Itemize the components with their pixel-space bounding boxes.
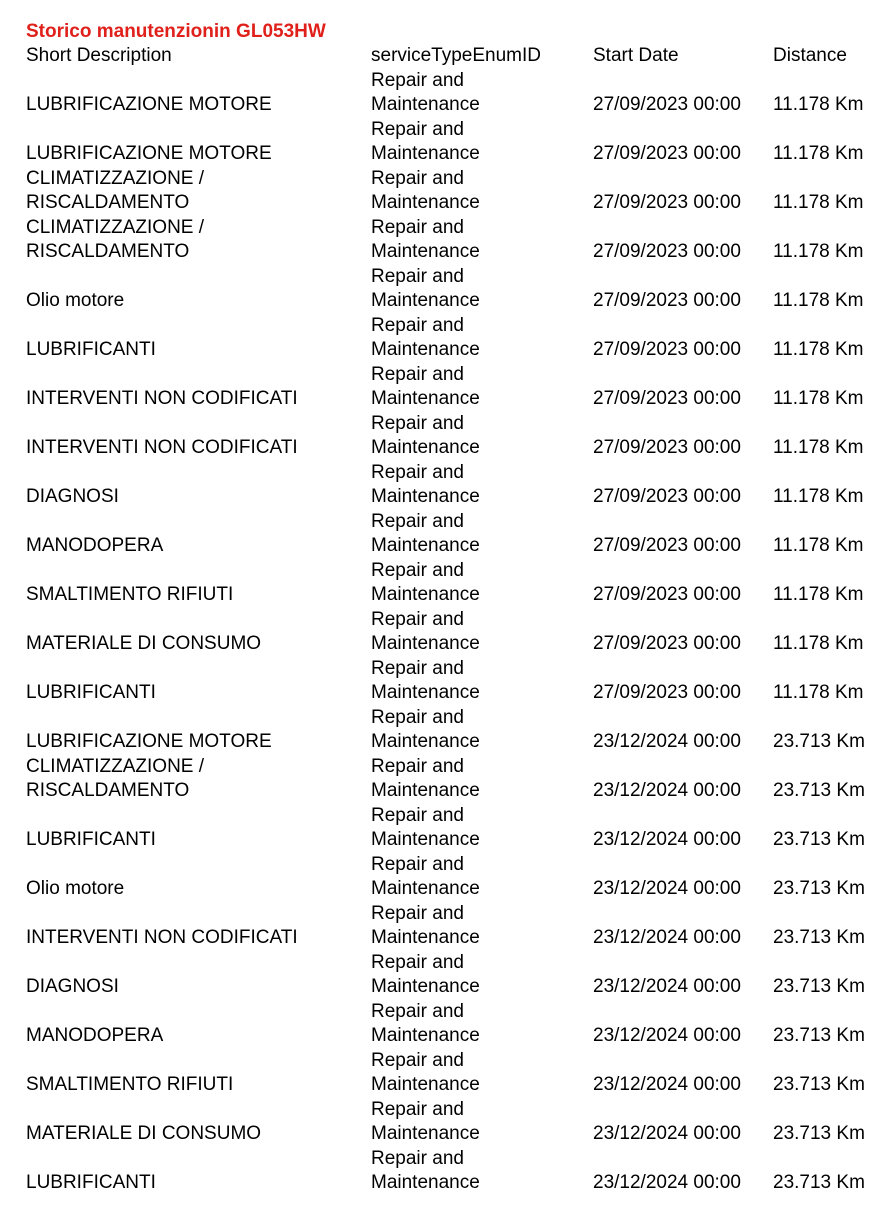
cell-start-date [593, 804, 773, 853]
cell-distance [773, 902, 876, 951]
cell-service-type-line: Maintenance [371, 535, 480, 556]
cell-service-type-line: Maintenance [371, 437, 480, 458]
cell-service-type [371, 1098, 593, 1147]
table-row [26, 1098, 876, 1147]
cell-short-description [26, 1098, 371, 1147]
cell-distance-line: 11.178 Km [773, 682, 864, 703]
cell-distance-line: 23.713 Km [773, 1123, 865, 1144]
cell-service-type [371, 461, 593, 510]
cell-short-description-line: CLIMATIZZAZIONE / [26, 755, 205, 777]
cell-start-date-line: 27/09/2023 00:00 [593, 486, 741, 507]
cell-distance [773, 69, 876, 118]
cell-short-description-line: CLIMATIZZAZIONE / [26, 216, 205, 238]
cell-start-date [593, 657, 773, 706]
cell-distance [773, 412, 876, 461]
cell-service-type-line: Repair and [371, 1147, 464, 1169]
cell-distance [773, 608, 876, 657]
cell-start-date-line: 27/09/2023 00:00 [593, 94, 741, 115]
cell-start-date [593, 216, 773, 265]
cell-distance [773, 216, 876, 265]
cell-start-date-line: 27/09/2023 00:00 [593, 388, 741, 409]
table-row [26, 902, 876, 951]
table-row [26, 657, 876, 706]
cell-service-type [371, 1000, 593, 1049]
cell-short-description-line: LUBRIFICAZIONE MOTORE [26, 731, 272, 752]
header-start-date: Start Date [593, 45, 679, 66]
cell-start-date [593, 363, 773, 412]
cell-start-date-line: 27/09/2023 00:00 [593, 584, 741, 605]
cell-service-type-line: Maintenance [371, 878, 480, 899]
cell-start-date [593, 314, 773, 363]
cell-distance-line: 11.178 Km [773, 192, 864, 213]
cell-service-type [371, 657, 593, 706]
header-distance: Distance [773, 45, 847, 66]
cell-start-date [593, 118, 773, 167]
cell-short-description [26, 1049, 371, 1098]
cell-service-type [371, 804, 593, 853]
cell-service-type [371, 314, 593, 363]
cell-start-date-line: 27/09/2023 00:00 [593, 339, 741, 360]
cell-short-description-line: MANODOPERA [26, 535, 164, 556]
cell-short-description [26, 608, 371, 657]
cell-distance-line: 23.713 Km [773, 927, 865, 948]
table-row [26, 1000, 876, 1049]
table-row [26, 706, 876, 755]
cell-short-description-line: RISCALDAMENTO [26, 192, 190, 213]
cell-distance [773, 461, 876, 510]
cell-short-description-line: CLIMATIZZAZIONE / [26, 167, 205, 189]
cell-start-date [593, 1098, 773, 1147]
cell-service-type-line: Repair and [371, 755, 464, 777]
cell-short-description [26, 314, 371, 363]
cell-start-date-line: 23/12/2024 00:00 [593, 1074, 741, 1095]
table-row [26, 755, 876, 804]
cell-short-description [26, 559, 371, 608]
header-short-description: Short Description [26, 45, 172, 66]
cell-short-description-line: LUBRIFICAZIONE MOTORE [26, 143, 272, 164]
table-row [26, 559, 876, 608]
cell-short-description [26, 461, 371, 510]
maintenance-report [26, 20, 876, 1196]
cell-start-date-line: 27/09/2023 00:00 [593, 143, 741, 164]
cell-short-description-line: LUBRIFICANTI [26, 682, 156, 703]
cell-short-description-line: LUBRIFICAZIONE MOTORE [26, 94, 272, 115]
cell-short-description [26, 167, 371, 216]
cell-service-type [371, 216, 593, 265]
cell-distance-line: 23.713 Km [773, 878, 865, 899]
cell-start-date [593, 412, 773, 461]
cell-service-type-line: Maintenance [371, 241, 480, 262]
cell-start-date [593, 853, 773, 902]
cell-service-type-line: Maintenance [371, 1074, 480, 1095]
cell-distance-line: 11.178 Km [773, 388, 864, 409]
cell-service-type-line: Repair and [371, 1049, 464, 1071]
cell-start-date [593, 706, 773, 755]
table-header [26, 44, 876, 69]
cell-start-date [593, 1049, 773, 1098]
cell-service-type [371, 1049, 593, 1098]
table-body [26, 69, 876, 1196]
cell-start-date-line: 27/09/2023 00:00 [593, 437, 741, 458]
cell-service-type-line: Maintenance [371, 1123, 480, 1144]
cell-service-type [371, 608, 593, 657]
cell-distance-line: 23.713 Km [773, 731, 865, 752]
cell-start-date [593, 608, 773, 657]
cell-service-type [371, 1147, 593, 1196]
cell-start-date-line: 23/12/2024 00:00 [593, 1172, 741, 1193]
cell-short-description-line: LUBRIFICANTI [26, 339, 156, 360]
cell-short-description [26, 853, 371, 902]
cell-service-type-line: Repair and [371, 853, 464, 875]
cell-short-description-line: LUBRIFICANTI [26, 829, 156, 850]
cell-distance-line: 23.713 Km [773, 976, 865, 997]
cell-short-description [26, 265, 371, 314]
table-row [26, 314, 876, 363]
cell-start-date-line: 27/09/2023 00:00 [593, 535, 741, 556]
cell-start-date-line: 27/09/2023 00:00 [593, 290, 741, 311]
cell-start-date [593, 1000, 773, 1049]
cell-short-description-line: DIAGNOSI [26, 486, 119, 507]
cell-start-date-line: 23/12/2024 00:00 [593, 927, 741, 948]
table-row [26, 412, 876, 461]
cell-service-type [371, 902, 593, 951]
cell-distance [773, 755, 876, 804]
table-row [26, 608, 876, 657]
cell-short-description [26, 902, 371, 951]
cell-service-type-line: Maintenance [371, 192, 480, 213]
cell-service-type-line: Repair and [371, 608, 464, 630]
cell-start-date-line: 27/09/2023 00:00 [593, 633, 741, 654]
cell-service-type-line: Repair and [371, 265, 464, 287]
cell-service-type [371, 853, 593, 902]
cell-distance [773, 510, 876, 559]
cell-distance-line: 11.178 Km [773, 241, 864, 262]
table-row [26, 1147, 876, 1196]
cell-start-date [593, 559, 773, 608]
cell-start-date-line: 27/09/2023 00:00 [593, 192, 741, 213]
table-row [26, 363, 876, 412]
cell-service-type-line: Maintenance [371, 927, 480, 948]
cell-distance [773, 1049, 876, 1098]
cell-service-type-line: Maintenance [371, 682, 480, 703]
cell-distance-line: 23.713 Km [773, 1025, 865, 1046]
cell-distance-line: 11.178 Km [773, 535, 864, 556]
cell-service-type-line: Repair and [371, 1000, 464, 1022]
cell-distance-line: 11.178 Km [773, 94, 864, 115]
cell-service-type-line: Maintenance [371, 780, 480, 801]
cell-distance [773, 167, 876, 216]
cell-short-description-line: INTERVENTI NON CODIFICATI [26, 437, 298, 458]
cell-start-date [593, 1147, 773, 1196]
cell-service-type-line: Repair and [371, 657, 464, 679]
cell-service-type [371, 118, 593, 167]
cell-service-type-line: Maintenance [371, 1172, 480, 1193]
cell-service-type-line: Repair and [371, 216, 464, 238]
table-row [26, 510, 876, 559]
cell-service-type [371, 69, 593, 118]
cell-service-type [371, 706, 593, 755]
cell-start-date-line: 23/12/2024 00:00 [593, 1123, 741, 1144]
cell-short-description-line: LUBRIFICANTI [26, 1172, 156, 1193]
cell-service-type [371, 510, 593, 559]
cell-service-type-line: Maintenance [371, 486, 480, 507]
cell-short-description-line: MANODOPERA [26, 1025, 164, 1046]
cell-start-date-line: 23/12/2024 00:00 [593, 878, 741, 899]
cell-service-type-line: Repair and [371, 951, 464, 973]
cell-service-type-line: Repair and [371, 69, 464, 91]
cell-start-date-line: 23/12/2024 00:00 [593, 829, 741, 850]
cell-short-description [26, 951, 371, 1000]
cell-start-date-line: 27/09/2023 00:00 [593, 682, 741, 703]
cell-service-type [371, 265, 593, 314]
cell-short-description-line: SMALTIMENTO RIFIUTI [26, 584, 234, 605]
table-row [26, 118, 876, 167]
cell-service-type-line: Maintenance [371, 290, 480, 311]
cell-service-type-line: Repair and [371, 1098, 464, 1120]
cell-short-description-line: INTERVENTI NON CODIFICATI [26, 388, 298, 409]
cell-distance [773, 314, 876, 363]
cell-short-description-line: DIAGNOSI [26, 976, 119, 997]
cell-short-description-line: RISCALDAMENTO [26, 780, 190, 801]
cell-service-type [371, 363, 593, 412]
cell-short-description [26, 1000, 371, 1049]
cell-distance [773, 1000, 876, 1049]
cell-service-type-line: Maintenance [371, 94, 480, 115]
cell-distance-line: 11.178 Km [773, 584, 864, 605]
cell-service-type [371, 167, 593, 216]
cell-service-type-line: Maintenance [371, 731, 480, 752]
cell-short-description [26, 363, 371, 412]
cell-distance [773, 118, 876, 167]
table-row [26, 804, 876, 853]
cell-service-type-line: Repair and [371, 559, 464, 581]
cell-service-type-line: Maintenance [371, 829, 480, 850]
cell-distance [773, 265, 876, 314]
cell-short-description-line: SMALTIMENTO RIFIUTI [26, 1074, 234, 1095]
cell-distance [773, 559, 876, 608]
table-row [26, 461, 876, 510]
cell-short-description-line: Olio motore [26, 290, 125, 311]
cell-start-date-line: 23/12/2024 00:00 [593, 1025, 741, 1046]
cell-short-description-line: INTERVENTI NON CODIFICATI [26, 927, 298, 948]
table-row [26, 1049, 876, 1098]
cell-short-description [26, 1147, 371, 1196]
cell-service-type [371, 755, 593, 804]
cell-start-date-line: 23/12/2024 00:00 [593, 780, 741, 801]
cell-distance [773, 1098, 876, 1147]
cell-distance [773, 951, 876, 1000]
cell-short-description [26, 706, 371, 755]
cell-service-type [371, 559, 593, 608]
cell-short-description [26, 804, 371, 853]
table-row [26, 167, 876, 216]
cell-service-type-line: Maintenance [371, 1025, 480, 1046]
cell-short-description [26, 657, 371, 706]
cell-service-type-line: Maintenance [371, 143, 480, 164]
table-row [26, 853, 876, 902]
cell-distance [773, 657, 876, 706]
cell-service-type-line: Repair and [371, 412, 464, 434]
cell-distance-line: 11.178 Km [773, 633, 864, 654]
table-row [26, 69, 876, 118]
cell-distance-line: 23.713 Km [773, 829, 865, 850]
cell-short-description [26, 216, 371, 265]
cell-service-type [371, 412, 593, 461]
cell-distance [773, 1147, 876, 1196]
cell-start-date [593, 951, 773, 1000]
cell-service-type-line: Maintenance [371, 584, 480, 605]
table-row [26, 216, 876, 265]
cell-short-description-line: MATERIALE DI CONSUMO [26, 1123, 262, 1144]
cell-distance-line: 11.178 Km [773, 290, 864, 311]
cell-start-date [593, 461, 773, 510]
cell-short-description-line: MATERIALE DI CONSUMO [26, 633, 262, 654]
cell-service-type-line: Maintenance [371, 339, 480, 360]
cell-service-type-line: Repair and [371, 314, 464, 336]
cell-start-date-line: 23/12/2024 00:00 [593, 976, 741, 997]
cell-start-date [593, 902, 773, 951]
cell-start-date [593, 265, 773, 314]
cell-service-type-line: Repair and [371, 118, 464, 140]
cell-service-type-line: Repair and [371, 706, 464, 728]
cell-start-date-line: 27/09/2023 00:00 [593, 241, 741, 262]
cell-service-type-line: Repair and [371, 461, 464, 483]
cell-distance-line: 11.178 Km [773, 339, 864, 360]
cell-distance-line: 23.713 Km [773, 1172, 865, 1193]
cell-service-type-line: Repair and [371, 804, 464, 826]
cell-short-description-line: Olio motore [26, 878, 125, 899]
cell-start-date-line: 23/12/2024 00:00 [593, 731, 741, 752]
cell-distance [773, 853, 876, 902]
cell-service-type-line: Maintenance [371, 976, 480, 997]
cell-service-type-line: Repair and [371, 363, 464, 385]
cell-short-description [26, 412, 371, 461]
cell-service-type [371, 951, 593, 1000]
cell-distance-line: 11.178 Km [773, 143, 864, 164]
cell-distance-line: 11.178 Km [773, 486, 864, 507]
cell-short-description [26, 510, 371, 559]
cell-distance-line: 11.178 Km [773, 437, 864, 458]
cell-short-description-line: RISCALDAMENTO [26, 241, 190, 262]
table-row [26, 951, 876, 1000]
cell-start-date [593, 755, 773, 804]
cell-start-date [593, 69, 773, 118]
cell-short-description [26, 755, 371, 804]
cell-service-type-line: Maintenance [371, 633, 480, 654]
cell-short-description [26, 69, 371, 118]
cell-short-description [26, 118, 371, 167]
cell-service-type-line: Repair and [371, 510, 464, 532]
cell-distance [773, 706, 876, 755]
cell-distance [773, 363, 876, 412]
table-row [26, 265, 876, 314]
cell-distance-line: 23.713 Km [773, 780, 865, 801]
report-title: Storico manutenzionin GL053HW [26, 21, 326, 42]
header-service-type: serviceTypeEnumID [371, 45, 542, 66]
cell-distance-line: 23.713 Km [773, 1074, 865, 1095]
cell-service-type-line: Repair and [371, 167, 464, 189]
cell-service-type-line: Repair and [371, 902, 464, 924]
cell-start-date [593, 167, 773, 216]
cell-distance [773, 804, 876, 853]
cell-start-date [593, 510, 773, 559]
cell-service-type-line: Maintenance [371, 388, 480, 409]
